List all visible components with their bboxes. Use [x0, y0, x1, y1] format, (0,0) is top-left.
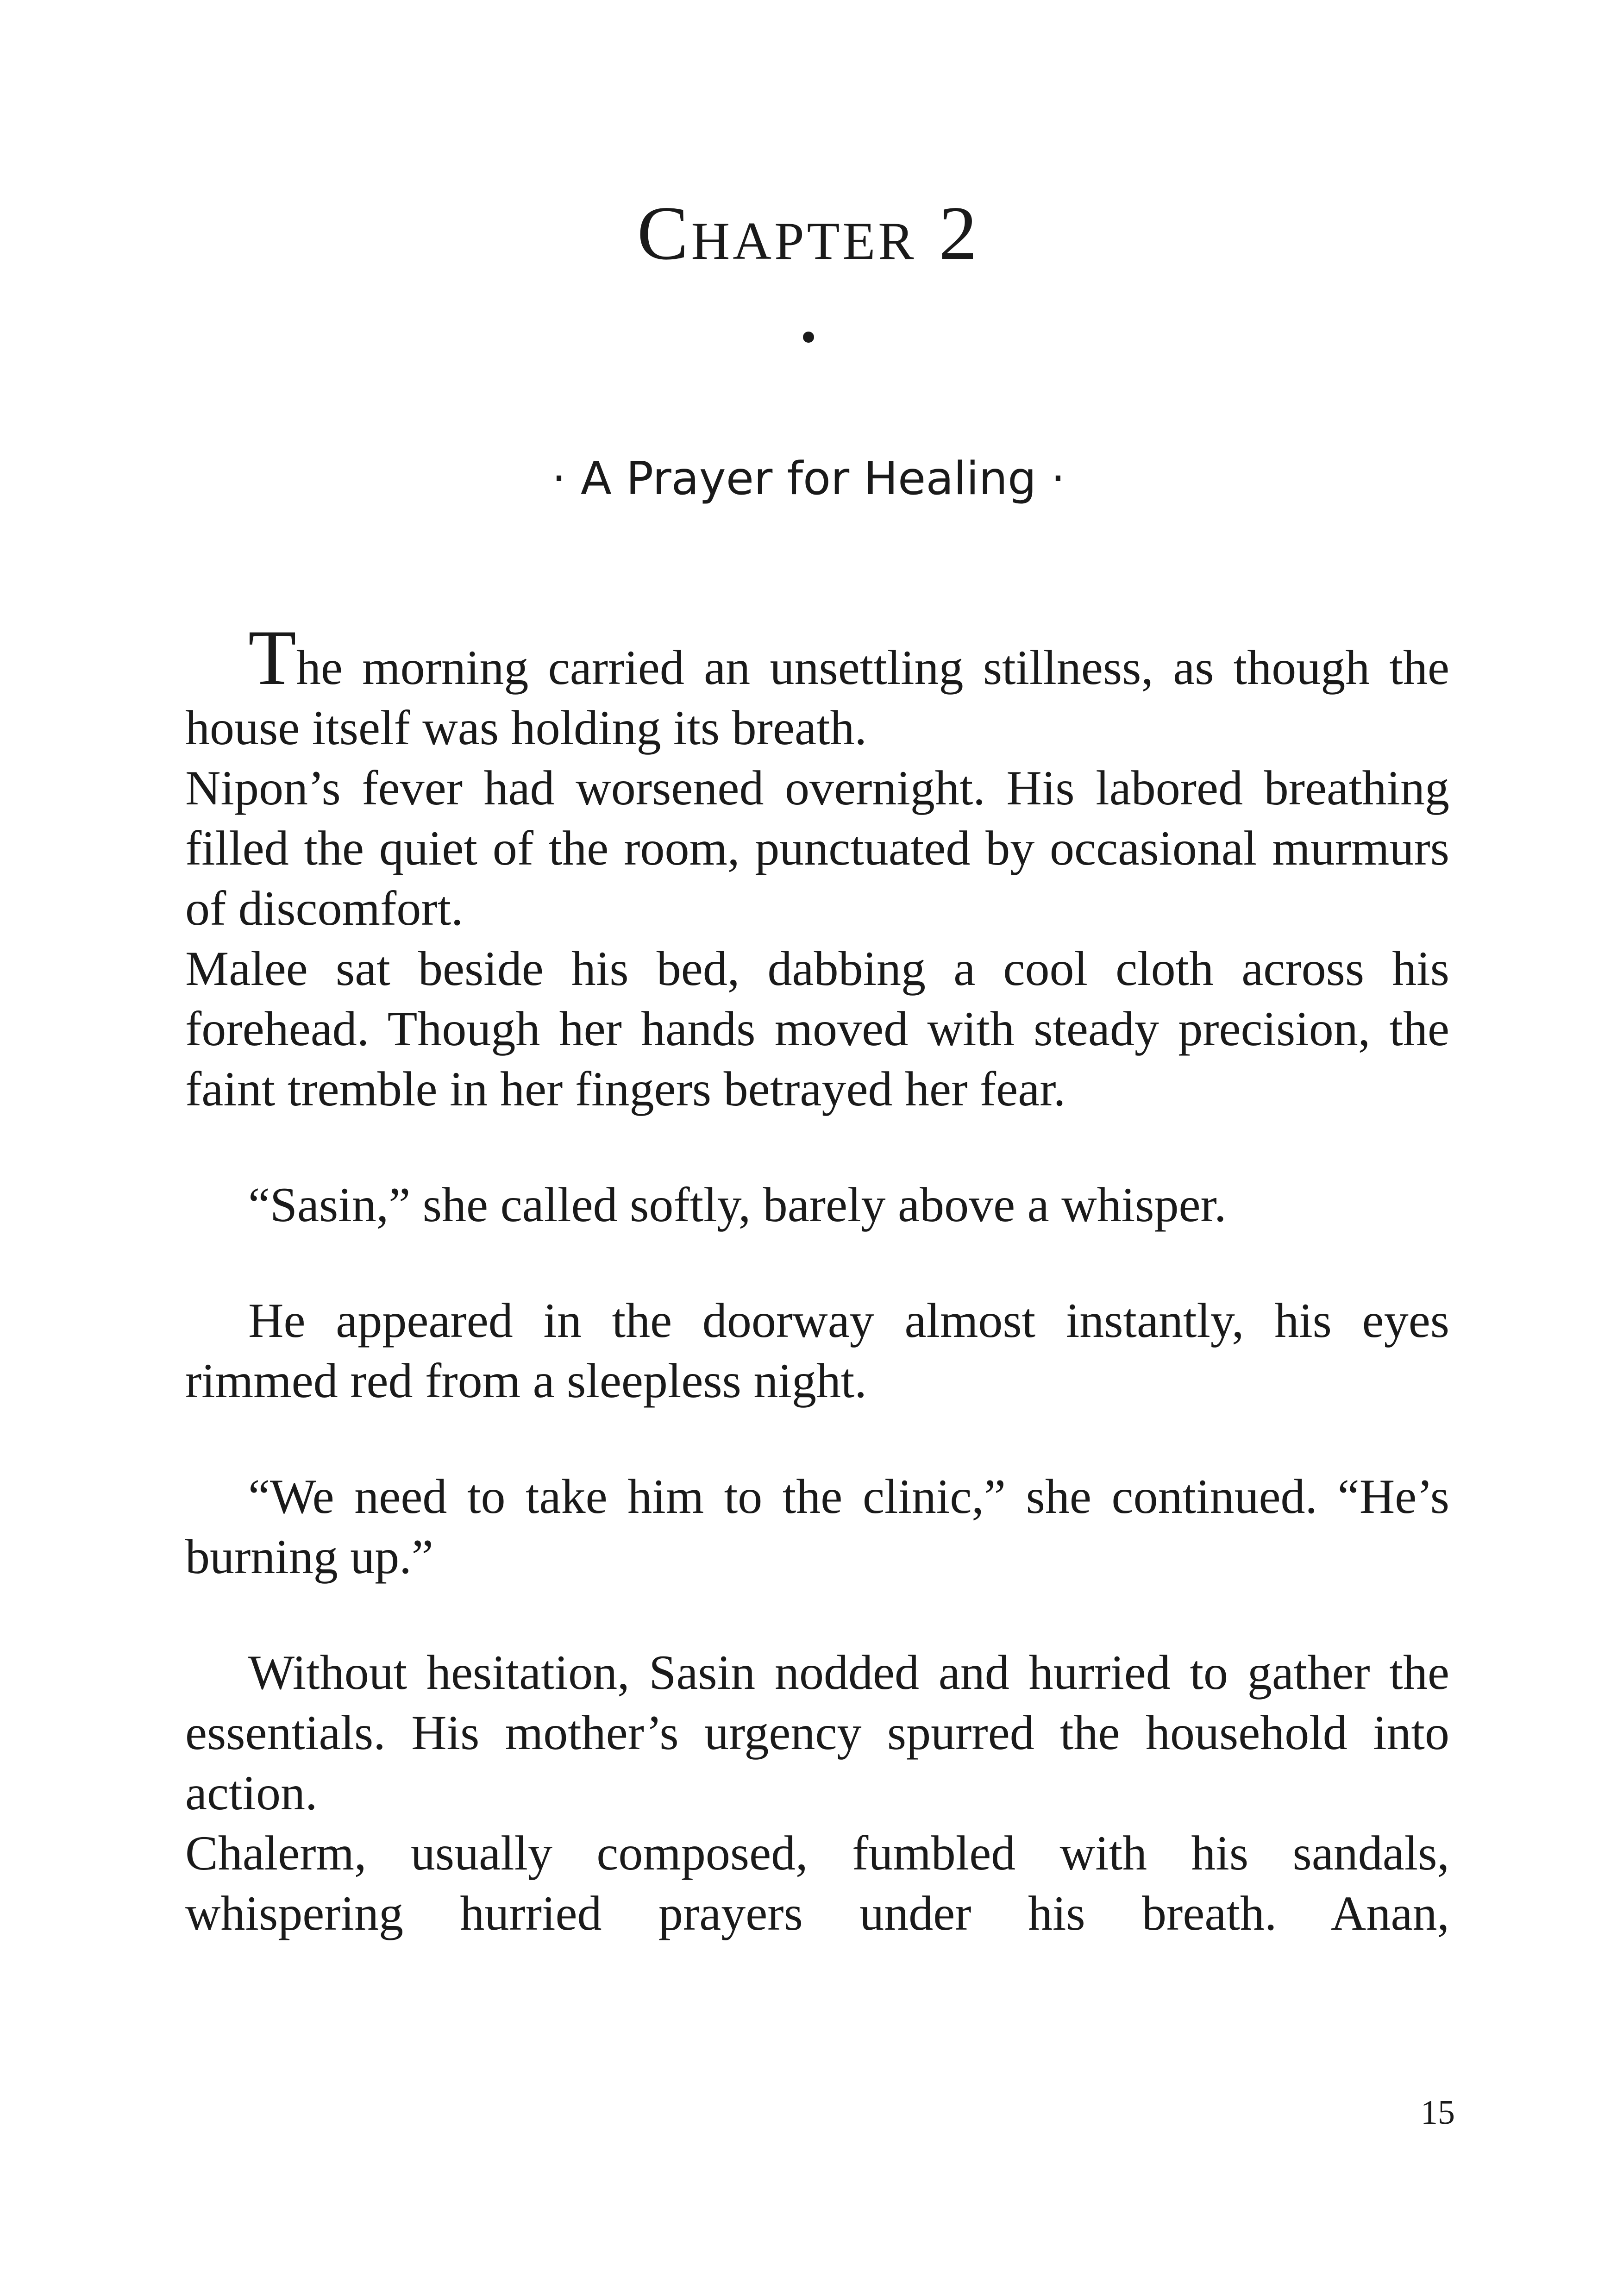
paragraph: “Sasin,” she called softly, barely above a whisper.	[248, 1178, 1227, 1232]
paragraph: He appeared in the doorway almost instantly, his eyes rimmed red from a sleepless night.	[185, 1293, 1449, 1408]
paragraph-opening-text: he morning carried an unsettling stillness, as though the house itself was holding its breath.	[185, 640, 1449, 755]
drop-cap: T	[248, 614, 296, 701]
paragraph: Without hesitation, Sasin nodded and hurried to gather the essentials. His mother’s urgency spurred the household into action.	[185, 1645, 1449, 1820]
chapter-subtitle: · A Prayer for Healing ·	[552, 452, 1065, 505]
paragraph: Chalerm, usually composed, fumbled with his sandals, whispering hurried prayers under his breath. Anan,	[185, 1826, 1449, 1940]
paragraph: Malee sat beside his bed, dabbing a cool cloth across his forehead. Though her hands moved with steady precision, the faint tremble in her fingers betrayed her fear.	[185, 941, 1449, 1116]
paragraph-opening	[185, 614, 1449, 758]
chapter-ornament-dot	[803, 332, 814, 343]
chapter-title: Chapter 2	[637, 190, 980, 276]
paragraph: Nipon’s fever had worsened overnight. His labored breathing filled the quiet of the room, punctuated by occasional murmurs of discomfort.	[185, 761, 1449, 935]
page-number: 15	[1421, 2094, 1455, 2132]
chapter-body	[185, 614, 1449, 1944]
paragraph: “We need to take him to the clinic,” she continued. “He’s burning up.”	[185, 1469, 1449, 1584]
